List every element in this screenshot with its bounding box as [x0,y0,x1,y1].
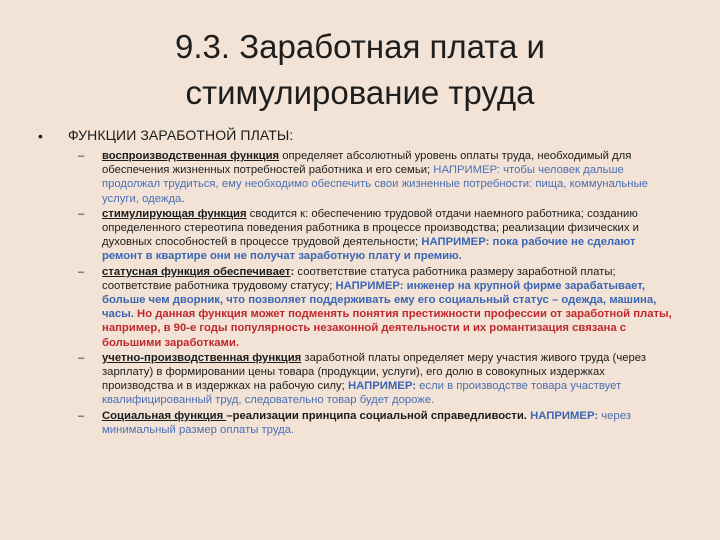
term-colon: : [290,265,295,278]
end: . [181,192,185,205]
example: НАПРИМЕР: пока рабочие не сделают ремонт в квартире они не получат заработную плату и премию. [102,236,636,263]
dash-marker: – [78,150,85,162]
example: через минимальный размер оплаты труда. [102,409,631,436]
title-line-2: стимулирование труда [185,74,535,111]
section-heading: ФУНКЦИИ ЗАРАБОТНОЙ ПЛАТЫ: [68,127,294,143]
dash-marker: – [78,351,85,364]
example-label: НАПРИМЕР: [530,409,599,422]
functions-list [78,149,678,438]
list-item-stimulating [78,207,678,264]
term: Социальная функция [102,409,227,422]
slide-title [60,24,660,116]
description: соответствие статуса работника размеру заработной платы; соответствие работника трудовому статусу; [102,265,616,292]
description: –реализации принципа социальной справедливости. [226,409,531,422]
term: статусная функция обеспечивает [102,265,291,278]
title-line-1: 9.3. Заработная плата и [175,28,545,65]
dash-marker: – [78,265,85,278]
list-item-reproductive [78,149,678,206]
description: заработной платы определяет меру участия живого труда (через зарплату) в формировании цены товара (продукции, услуги), его долю в совокупных издержках производства и в издержках на рабочую силу; [102,351,646,393]
description: сводится к: обеспечению трудовой отдачи наемного работника; созданию определенного стереотипа поведения работника в процессе производства; реализации физических и духовных способностей в процессе трудовой деятельности; [102,207,639,249]
term: учетно-производственная функция [102,351,302,364]
example: НАПРИМЕР: инженер на крупной фирме зарабатывает, больше чем дворник, что позволяет поддерживать ему его социальный статус – одежда, машина, часы. [102,279,657,321]
list-item-social [78,409,678,437]
list-item-accounting [78,351,678,408]
note: Но данная функция может подменять понятия престижности профессии от заработной платы, например, в 90-е годы популярность незаконной деятельности и их романтизация связана с большими заработками. [102,308,672,349]
bullet-marker: • [38,128,43,144]
dash-marker: – [78,409,85,422]
list-item-status [78,265,678,350]
term: воспроизводственная функция [102,150,280,162]
example: НАПРИМЕР: чтобы человек дальше продолжал трудиться, ему необходимо обеспечить свои жизненные потребности: пища, коммунальные услуги, одежда [102,164,648,205]
dash-marker: – [78,207,85,220]
description: определяет абсолютный уровень оплаты труда, необходимый для обеспечения жизненных потребностей работника и его семьи; [102,150,632,177]
example: если в производстве товара участвует квалифицированный труд, следовательно товар будет дороже. [102,380,622,407]
example-label: НАПРИМЕР: [347,380,416,393]
term: стимулирующая функция [102,207,247,220]
